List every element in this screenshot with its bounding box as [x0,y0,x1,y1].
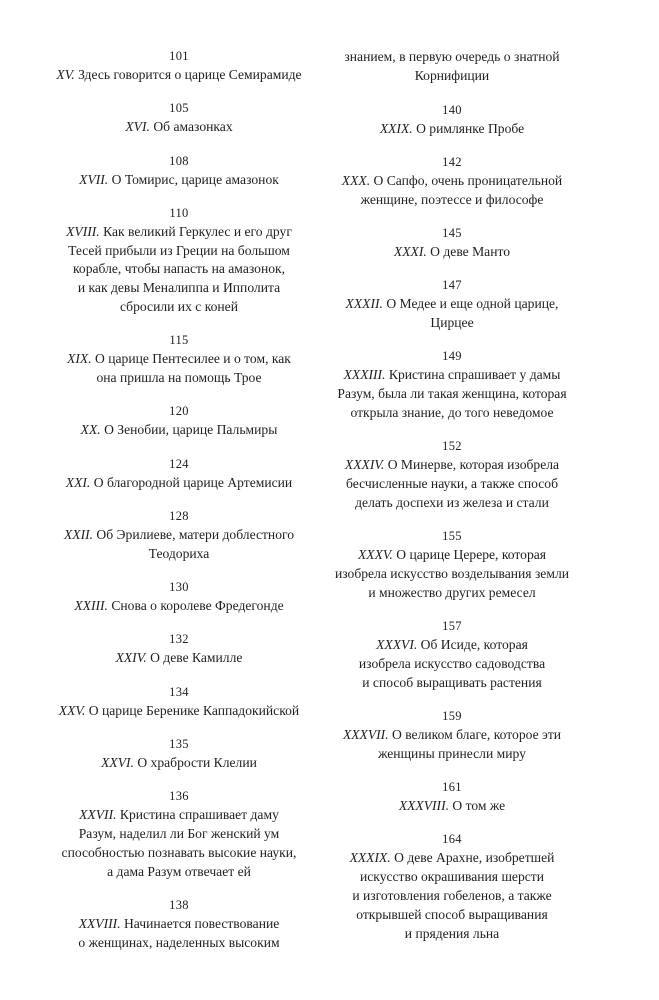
toc-entry-title [322,546,582,602]
toc-page-number: 159 [442,708,462,723]
toc-page-number: 110 [169,205,189,220]
chapter-title: Кристина спрашивает у дамы Разум, была ли такая женщина, которая открыла знание, до того неведомое [337,367,567,420]
toc-entry [322,831,582,943]
toc-entry [322,277,582,333]
toc-entry [44,788,314,881]
chapter-title: Начинается повествование о женщинах, наделенных высоким [78,916,280,950]
toc-left-column [44,48,314,968]
toc-entry-title [44,754,314,773]
toc-entry [44,403,314,440]
toc-entry [44,684,314,721]
toc-entry [44,205,314,317]
toc-page-number: 164 [442,832,462,847]
toc-page-number: 128 [169,509,189,524]
chapter-title: О деве Арахне, изобретшей искусство окрашивания шерсти и изготовления гобеленов, а также открывшей способ выращивания и прядения льна [352,850,555,941]
chapter-numeral: XXV. [58,702,86,718]
toc-page-number: 134 [169,684,189,699]
toc-page-number: 138 [169,898,189,913]
toc-page-number: 105 [169,101,189,116]
toc-entry-title [44,526,314,564]
toc-page-number: 161 [442,780,462,795]
toc-page-number: 140 [442,102,462,117]
toc-page-number: 120 [169,404,189,419]
chapter-title: О храбрости Клелии [133,755,257,771]
toc-page-number: 132 [169,632,189,647]
chapter-title: О царице Церере, которая изобрела искусство возделывания земли и множество других ремесел [334,547,570,600]
toc-entry-title [44,350,314,388]
toc-entry [44,736,314,773]
chapter-title: О деве Камилле [146,650,243,666]
toc-page-number: 108 [169,153,189,168]
toc-page-number: 155 [442,529,462,544]
chapter-title: Об амазонках [149,119,233,135]
toc-entry-title [44,171,314,190]
chapter-numeral: XXVIII. [78,916,121,932]
toc-entry [44,153,314,190]
chapter-title: О римлянке Пробе [412,120,525,136]
chapter-numeral: XXIII. [74,598,108,614]
toc-entry-continuation [322,48,582,86]
toc-entry-title [322,456,582,512]
toc-entry-title [44,223,314,317]
toc-entry-title [44,66,314,85]
chapter-title: О Сапфо, очень проницательной женщине, поэтессе и философе [360,172,563,207]
toc-entry [44,100,314,137]
chapter-numeral: XVIII. [66,223,100,239]
chapter-title: О царице Беренике Каппадокийской [85,702,300,718]
toc-entry-title [322,726,582,764]
chapter-numeral: XXVI. [101,755,134,771]
toc-entry [322,348,582,422]
chapter-title: Здесь говорится о царице Семирамиде [74,67,302,82]
chapter-numeral: XIX. [67,351,92,367]
chapter-title: О том же [449,798,506,814]
chapter-title: О Минерве, которая изобрела бесчисленные науки, а также способ делать доспехи из железа и стали [345,457,560,510]
chapter-numeral: XXIX. [379,120,413,136]
chapter-numeral: XVII. [79,171,109,187]
toc-page-number: 124 [169,456,189,471]
toc-page-number: 101 [169,49,189,63]
chapter-numeral: XXIV. [115,650,147,666]
toc-entry-title [322,172,582,210]
toc-page-number: 115 [169,333,189,348]
chapter-title: О Медее и еще одной царице, Цирцее [386,296,559,331]
toc-entry [322,438,582,512]
toc-entry-title [322,636,582,692]
toc-page-number: 147 [442,278,462,293]
toc-entry [44,579,314,616]
chapter-title: О Томирис, царице амазонок [108,171,279,187]
chapter-title: Об Эрилиеве, матери доблестного Теодориха [96,527,295,561]
toc-entry-title [44,915,314,953]
toc-entry-text: знанием, в первую очередь о знатной Корнифиции [344,49,560,83]
chapter-numeral: XXXIV. [344,457,385,473]
chapter-numeral: XXII. [63,527,94,543]
chapter-numeral: XX. [80,422,101,438]
chapter-numeral: XXVII. [79,807,117,823]
chapter-numeral: XXI. [65,474,91,490]
toc-entry-title [44,649,314,668]
chapter-title: Кристина спрашивает даму Разум, наделил ли Бог женский ум способностью познавать высокие науки, а дама Разум отвечает ей [61,807,297,879]
chapter-title: О царице Пентесилее и о том, как она пришла на помощь Трое [95,351,291,386]
chapter-title: О великом благе, которое эти женщины принесли миру [378,726,562,761]
toc-page-number: 136 [169,789,189,804]
toc-entry-title [44,806,314,881]
toc-page-number: 142 [442,154,462,169]
toc-page-number: 130 [169,580,189,595]
toc-entry-title [322,243,582,262]
chapter-numeral: XXXIX. [349,850,391,866]
toc-entry-title [44,421,314,440]
toc-entry [322,708,582,764]
toc-page-number: 149 [442,349,462,364]
chapter-numeral: XXXVII. [342,726,389,742]
toc-entry [322,102,582,139]
toc-entry [44,48,314,85]
toc-entry-title [322,295,582,333]
chapter-title: Снова о королеве Фредегонде [107,598,284,614]
chapter-numeral: XXXV. [357,547,393,563]
chapter-title: О благородной царице Артемисии [90,474,293,490]
toc-entry [44,897,314,953]
toc-entry [322,225,582,262]
toc-page-number: 135 [169,737,189,752]
chapter-title: О деве Манто [426,243,511,259]
toc-entry-title [44,702,314,721]
toc-entry [44,631,314,668]
chapter-numeral: XXXIII. [343,367,386,383]
chapter-title: Как великий Геркулес и его друг Тесей прибыли из Греции на большом корабле, чтобы напасть на амазонок, и как девы Меналиппа и Ипполита сбросили их с коней [68,223,292,315]
toc-entry [322,779,582,816]
chapter-numeral: XXXII. [345,296,383,312]
chapter-numeral: XV. [56,67,75,82]
toc-entry [322,154,582,210]
toc-page-number: 157 [442,619,462,634]
toc-entry-title [44,474,314,493]
chapter-numeral: XVI. [125,119,150,135]
toc-entry-title [322,797,582,816]
toc-page-number: 152 [442,439,462,454]
toc-right-column [322,48,582,959]
toc-entry [44,508,314,564]
chapter-numeral: XXXVIII. [398,798,450,814]
chapter-title: О Зенобии, царице Пальмиры [100,422,278,438]
chapter-title: Об Исиде, которая изобрела искусство садоводства и способ выращивать растения [358,637,546,690]
toc-entry [322,618,582,692]
chapter-numeral: XXX. [341,172,371,188]
toc-entry-title [322,120,582,139]
toc-entry-title [44,597,314,616]
toc-entry-title [44,118,314,137]
toc-entry [44,332,314,388]
toc-entry-title [322,849,582,943]
toc-entry-title [322,366,582,422]
chapter-numeral: XXXVI. [376,637,418,653]
toc-entry [44,456,314,493]
chapter-numeral: XXXI. [393,243,427,259]
toc-page-number: 145 [442,225,462,240]
toc-entry [322,528,582,602]
